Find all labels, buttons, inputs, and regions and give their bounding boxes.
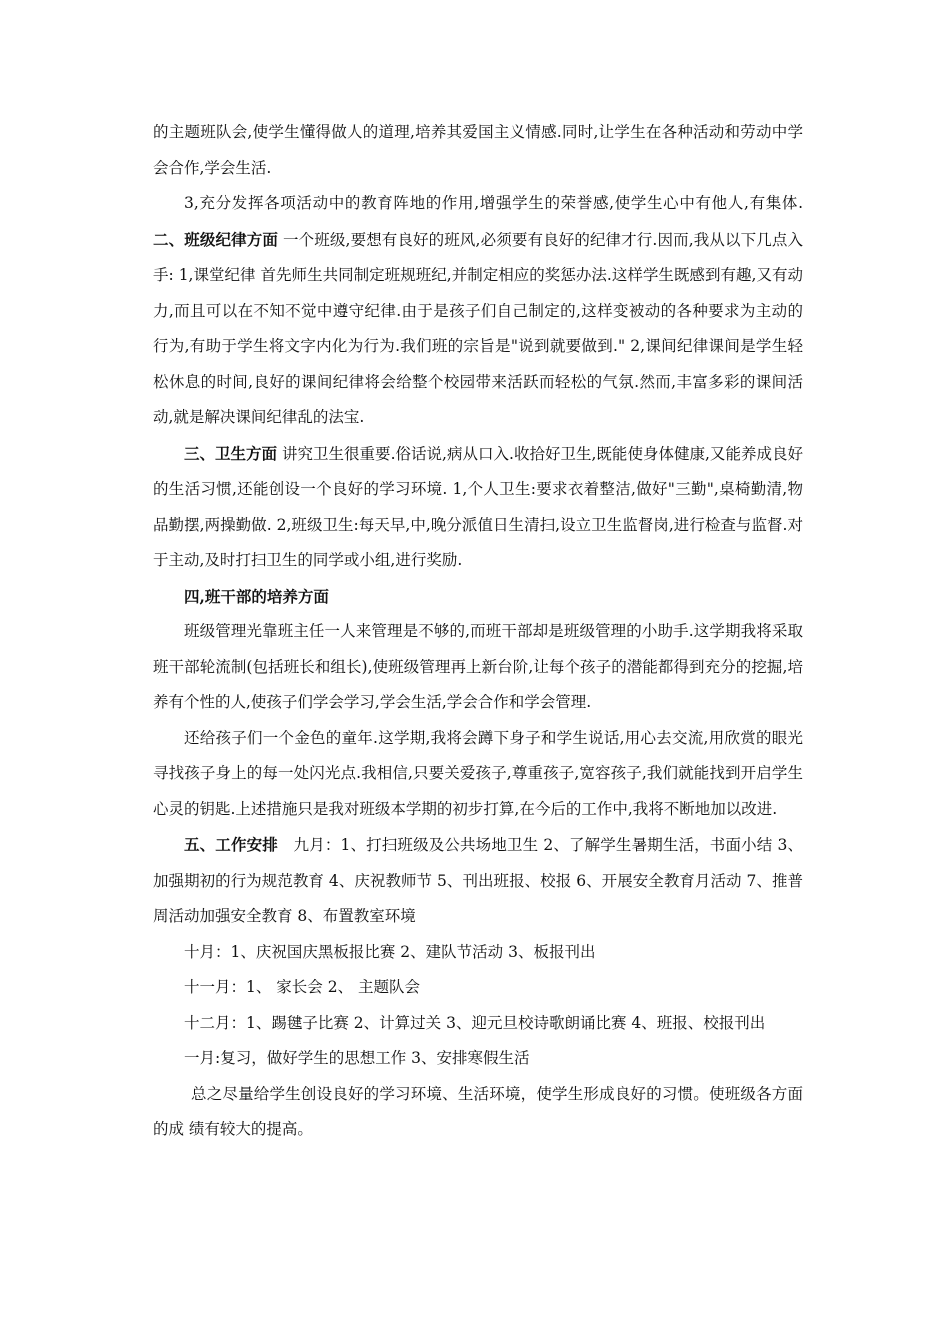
work-plan-november: 十一月：1、 家长会 2、 主题队会 (184, 978, 421, 996)
activities-text: 3,充分发挥各项活动中的教育阵地的作用,增强学生的荣誉感,使学生心中有他人,有集体. (184, 194, 803, 212)
work-plan-separator (278, 836, 294, 854)
work-plan-october: 十月：1、庆祝国庆黑板报比赛 2、建队节活动 3、板报刊出 (184, 942, 596, 961)
paragraph-work-plan (153, 827, 803, 935)
paragraph-hygiene (153, 436, 803, 579)
section-hygiene-text: 讲究卫生很重要.俗话说,病从口入.收拾好卫生,既能使身体健康,又能养成良好的生活习惯,还能创设一个良好的学习环境. 1,个人卫生:要求衣着整洁,做好"三勤",桌椅勤清,物品勤摆,两操勤做. 2,班级卫生:每天早,中,晚分派值日生清扫,设立卫生监督岗,进行检查与监督.对于主动,及时打扫卫生的同学或小组,进行奖励. (153, 444, 803, 569)
paragraph-theme-meeting: 的主题班队会,使学生懂得做人的道理,培养其爱国主义情感.同时,让学生在各种活动和劳动中学会合作,学会生活. (153, 123, 803, 177)
section-work-plan-heading: 五、工作安排 (184, 835, 278, 854)
work-plan-september: 九月：1、打扫班级及公共场地卫生 2、了解学生暑期生活，书面小结 3、加强期初的行为规范教育 4、庆祝教师节 5、刊出班报、校报 6、开展安全教育月活动 7、推普周活动加强安全教育 8、布置教室环境 (153, 836, 803, 925)
section-cadre-heading: 四,班干部的培养方面 (184, 586, 329, 606)
paragraph-summary: 总之尽量给学生创设良好的学习环境、生活环境，使学生形成良好的习惯。使班级各方面的成 绩有较大的提高。 (153, 1084, 803, 1138)
section-discipline-text: 一个班级,要想有良好的班风,必须要有良好的纪律才行.因而,我从以下几点入手: 1,课堂纪律 首先师生共同制定班规班纪,并制定相应的奖惩办法.这样学生既感到有趣,又有动力,而且可以在不知不觉中遵守纪律.由于是孩子们自己制定的,这样变被动的各种要求为主动的行为,有助于学生将文字内化为行为.我们班的宗旨是"说到就要做到." 2,课间纪律课间是学生轻松休息的时间,良好的课间纪律将会给整个校园带来活跃而轻松的气氛.然而,丰富多彩的课间活动,就是解决课间纪律乱的法宝. (153, 230, 803, 426)
paragraph-golden-childhood: 还给孩子们一个金色的童年.这学期,我将会蹲下身子和学生说话,用心去交流,用欣赏的眼光寻找孩子身上的每一处闪光点.我相信,只要关爱孩子,尊重孩子,宽容孩子,我们就能找到开启学生心灵的钥匙.上述措施只是我对班级本学期的初步打算,在今后的工作中,我将不断地加以改进. (153, 728, 803, 818)
work-plan-january: 一月:复习，做好学生的思想工作 3、安排寒假生活 (184, 1049, 530, 1067)
section-hygiene-heading: 三、卫生方面 (184, 443, 278, 463)
document-body (153, 115, 803, 1148)
paragraph-cadre: 班级管理光靠班主任一人来管理是不够的,而班干部却是班级管理的小助手.这学期我将采取班干部轮流制(包括班长和组长),使班级管理再上新台阶,让每个孩子的潜能都得到充分的挖掘,培养有个性的人,使孩子们学会学习,学会生活,学会合作和学会管理. (153, 622, 803, 711)
paragraph-activities (153, 186, 803, 436)
work-plan-december: 十二月：1、踢毽子比赛 2、计算过关 3、迎元旦校诗歌朗诵比赛 4、班报、校报刊出 (184, 1013, 766, 1032)
section-discipline-heading: 二、班级纪律方面 (153, 229, 278, 249)
